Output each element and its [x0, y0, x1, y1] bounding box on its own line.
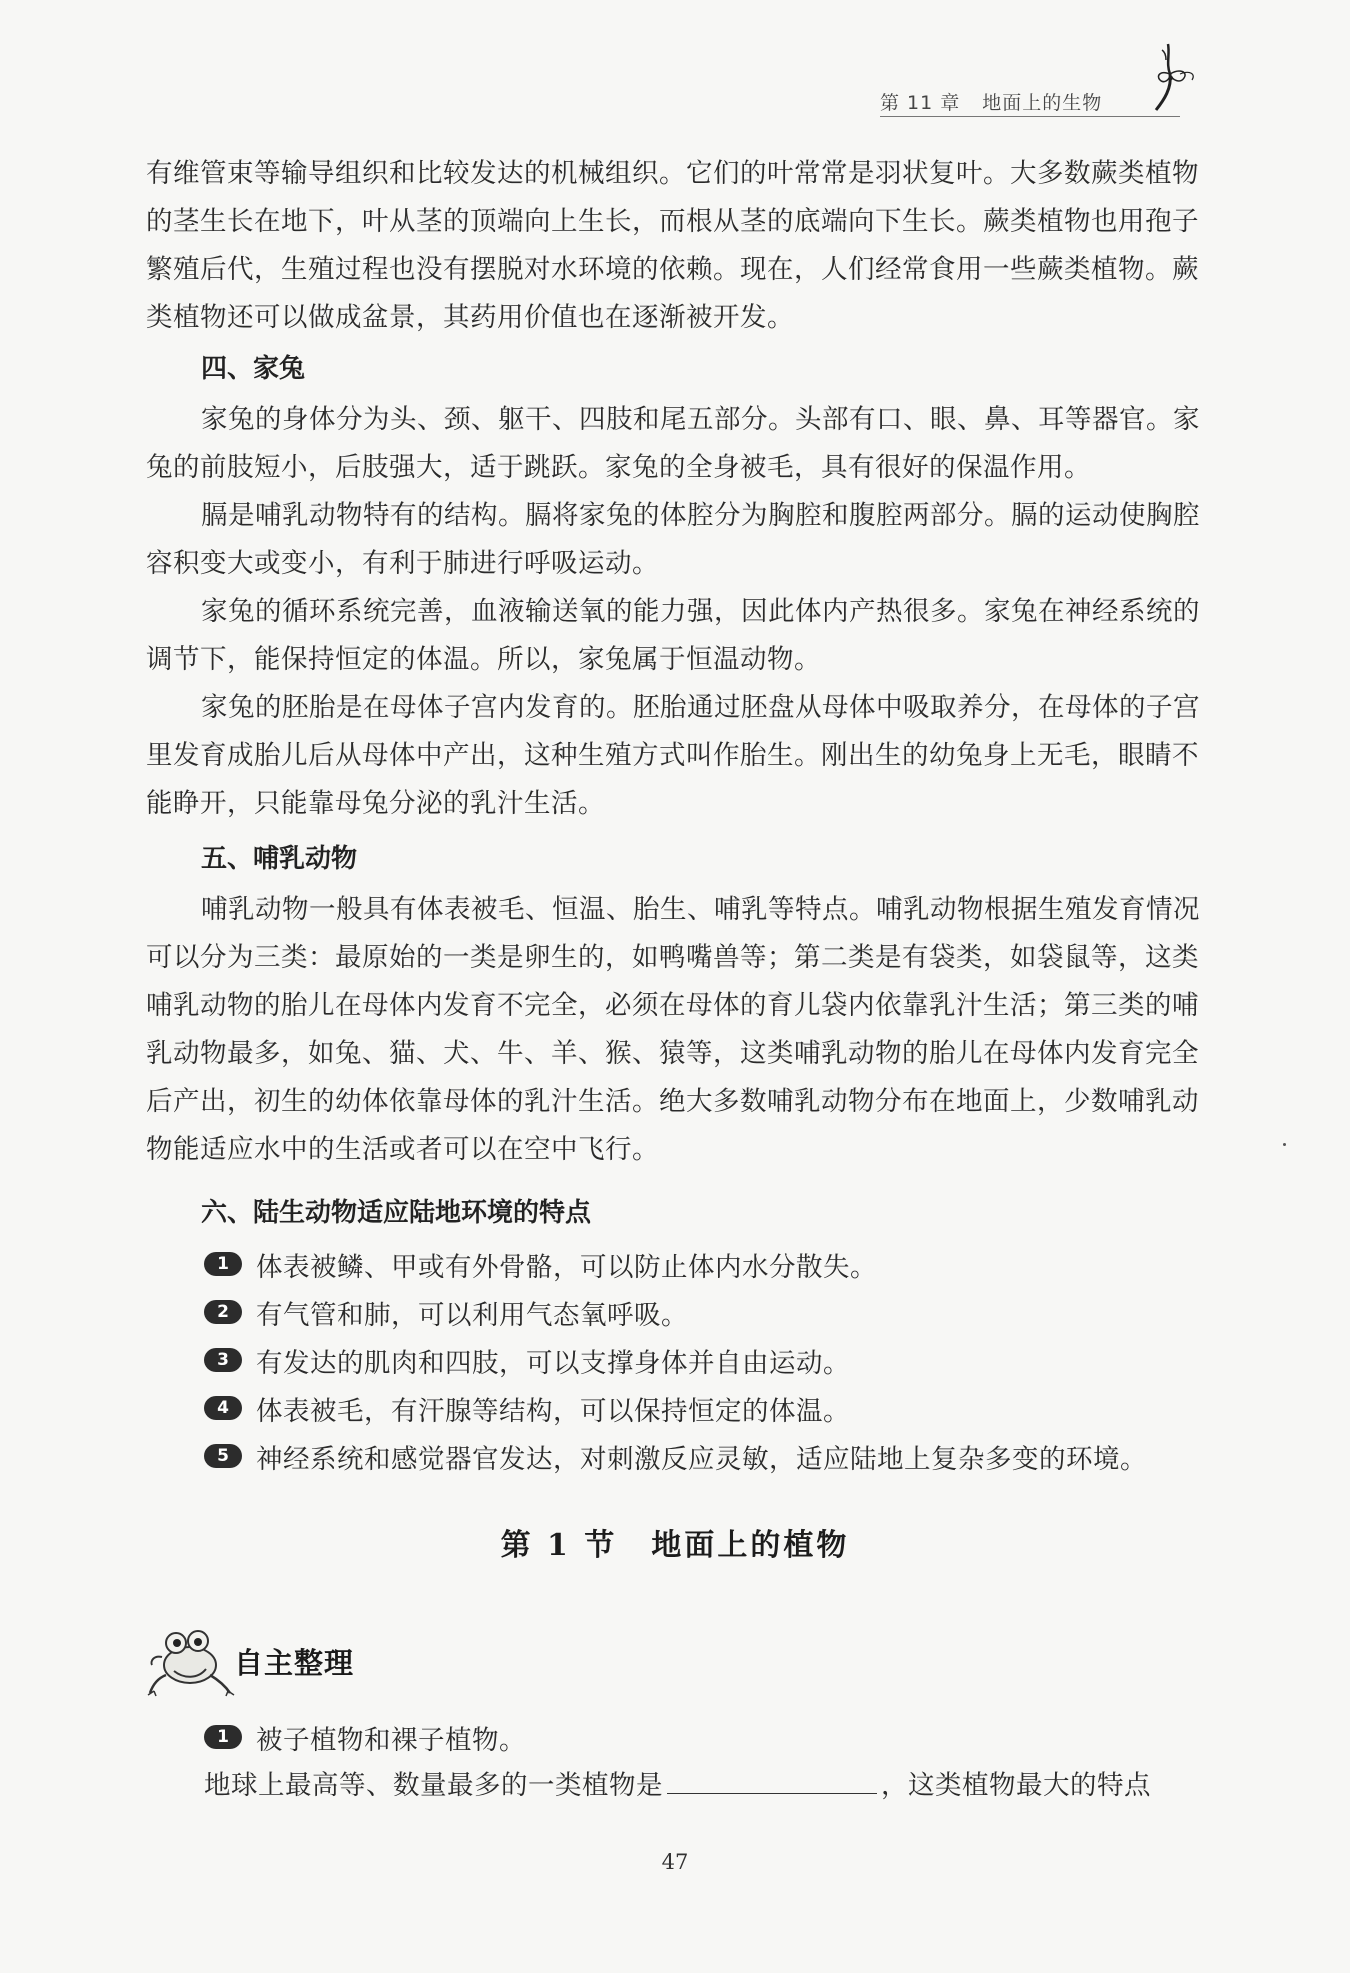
chapter-label: 第 11 章 [880, 92, 961, 114]
rabbit-paragraph: 膈是哺乳动物特有的结构。膈将家兔的体腔分为胸腔和腹腔两部分。膈的运动使胸腔容积变大或变小，有利于肺进行呼吸运动。 [146, 500, 1200, 579]
study-section-header [146, 1625, 546, 1695]
list-item-text: 有气管和肺，可以利用气态氧呼吸。 [256, 1299, 688, 1331]
rabbit-paragraph: 家兔的胚胎是在母体子宫内发育的。胚胎通过胚盘从母体中吸取养分，在母体的子宫里发育成胎儿后从母体中产出，这种生殖方式叫作胎生。刚出生的幼兔身上无毛，眼睛不能睁开，只能靠母兔分泌的乳汁生活。 [146, 692, 1200, 819]
frog-mascot-icon [146, 1625, 236, 1697]
list-item-text: 神经系统和感觉器官发达，对刺激反应灵敏，适应陆地上复杂多变的环境。 [256, 1443, 1147, 1475]
rabbit-paragraph: 家兔的身体分为头、颈、躯干、四肢和尾五部分。头部有口、眼、鼻、耳等器官。家兔的前肢短小，后肢强大，适于跳跃。家兔的全身被毛，具有很好的保温作用。 [146, 404, 1200, 483]
number-badge: 3 [204, 1348, 242, 1372]
mammals-paragraph: 哺乳动物一般具有体表被毛、恒温、胎生、哺乳等特点。哺乳动物根据生殖发育情况可以分为三类：最原始的一类是卵生的，如鸭嘴兽等；第二类是有袋类，如袋鼠等，这类哺乳动物的胎儿在母体内发育不完全，必须在母体的育儿袋内依靠乳汁生活；第三类的哺乳动物最多，如兔、猫、犬、牛、羊、猴、猿等，这类哺乳动物的胎儿在母体内发育完全后产出，初生的幼体依靠母体的乳汁生活。绝大多数哺乳动物分布在地面上，少数哺乳动物能适应水中的生活或者可以在空中飞行。 [146, 894, 1200, 1165]
list-item [204, 1432, 1204, 1480]
chapter-title: 地面上的生物 [982, 92, 1103, 114]
number-badge: 2 [204, 1300, 242, 1324]
flower-ornament-icon [1150, 40, 1210, 120]
heading-land-animals: 六、陆生动物适应陆地环境的特点 [201, 1198, 592, 1228]
list-item-text: 有发达的肌肉和四肢，可以支撑身体并自由运动。 [256, 1347, 850, 1379]
speck [1283, 1143, 1286, 1146]
number-badge: 1 [204, 1725, 242, 1749]
list-item [204, 1240, 1204, 1288]
heading-mammals: 五、哺乳动物 [201, 844, 358, 874]
number-badge: 1 [204, 1252, 242, 1276]
lesson-section-title: 地面上的植物 [651, 1528, 850, 1563]
study-title: 自主整理 [234, 1646, 355, 1680]
chapter-heading [880, 88, 1102, 115]
list-item-text: 体表被毛，有汗腺等结构，可以保持恒定的体温。 [256, 1395, 850, 1427]
lesson-section-label: 第 1 节 [500, 1528, 618, 1563]
list-item [204, 1336, 1204, 1384]
answer-blank[interactable] [667, 1767, 877, 1794]
list-item [204, 1713, 1204, 1761]
running-header [860, 78, 1200, 138]
page-number: 47 [661, 1850, 689, 1874]
list-item-text: 体表被鳞、甲或有外骨骼，可以防止体内水分散失。 [256, 1251, 877, 1283]
question-text-after: ，这类植物最大的特点 [881, 1770, 1151, 1801]
rabbit-paragraphs [146, 396, 1204, 828]
header-rule [880, 116, 1180, 117]
intro-paragraph: 有维管束等输导组织和比较发达的机械组织。它们的叶常常是羽状复叶。大多数蕨类植物的茎生长在地下，叶从茎的顶端向上生长，而根从茎的底端向下生长。蕨类植物也用孢子繁殖后代，生殖过程也没有摆脱对水环境的依赖。现在，人们经常食用一些蕨类植物。蕨类植物还可以做成盆景，其药用价值也在逐渐被开发。 [146, 158, 1199, 333]
question-text-before: 地球上最高等、数量最多的一类植物是 [204, 1770, 663, 1801]
intro-paragraph-block [146, 150, 1204, 342]
rabbit-paragraph: 家兔的循环系统完善，血液输送氧的能力强，因此体内产热很多。家兔在神经系统的调节下，能保持恒定的体温。所以，家兔属于恒温动物。 [146, 596, 1200, 675]
study-item-text: 被子植物和裸子植物。 [256, 1724, 526, 1756]
study-item-row [204, 1713, 1204, 1761]
list-item [204, 1288, 1204, 1336]
list-item [204, 1384, 1204, 1432]
mammals-paragraph-block [146, 886, 1204, 1174]
number-badge: 4 [204, 1396, 242, 1420]
fill-in-question [204, 1763, 1204, 1802]
heading-rabbit: 四、家兔 [201, 354, 306, 384]
number-badge: 5 [204, 1444, 242, 1468]
lesson-title [0, 1520, 1350, 1564]
land-features-list [204, 1240, 1204, 1480]
